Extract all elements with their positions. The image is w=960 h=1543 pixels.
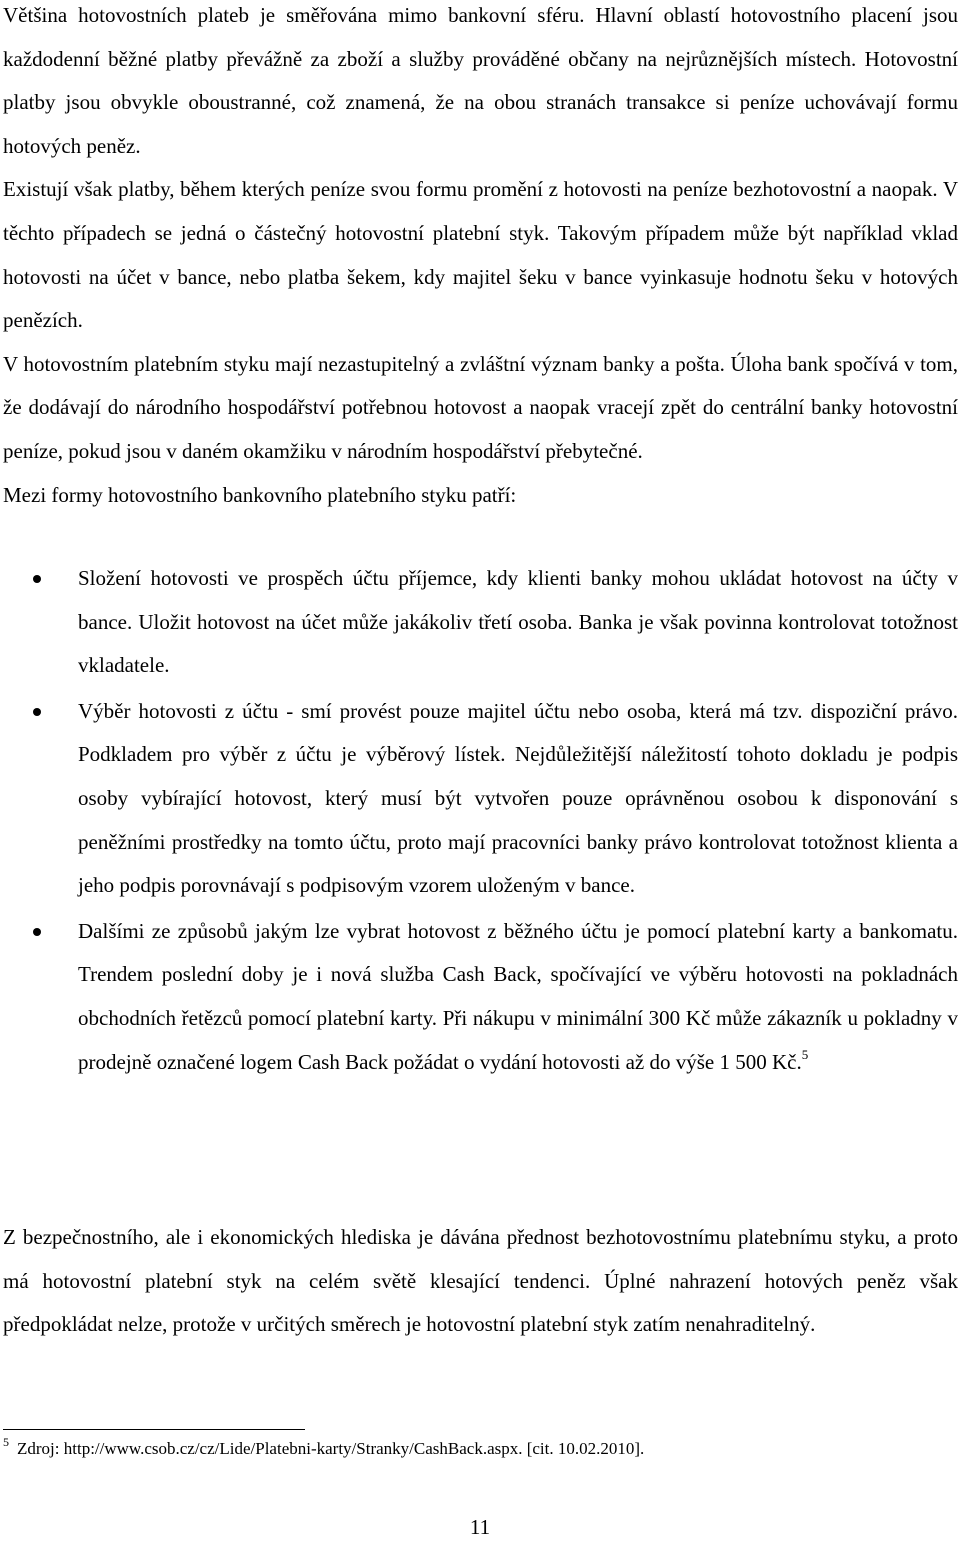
paragraph-closing: Z bezpečnostního, ale i ekonomických hlediska je dávána přednost bezhotovostnímu platebnímu styku, a proto má hotovostní platební styk na celém světě klesající tendenci. Úplné nahrazení hotových peněz však předpokládat nelze, protože v určitých směrech je hotovostní platební styk zatím nenahraditelný. <box>3 1225 958 1337</box>
list-item-text: Složení hotovosti ve prospěch účtu příjemce, kdy klienti banky mohou ukládat hotovost na účty v bance. Uložit hotovost na účet může jakákoliv třetí osoba. Banka je však povinna kontrolovat totožnost vkladatele. <box>78 566 958 678</box>
footnote-text: Zdroj: http://www.csob.cz/cz/Lide/Platebni-karty/Stranky/CashBack.aspx. [cit. 10.02.2010]. <box>17 1439 645 1458</box>
bullet-icon <box>33 575 41 583</box>
list-item-text: Výběr hotovosti z účtu - smí provést pouze majitel účtu nebo osoba, která má tzv. dispoziční právo. Podkladem pro výběr z účtu je výběrový lístek. Nejdůležitější náležitostí tohoto dokladu je podpis osoby vybírající hotovost, který musí být vytvořen pouze oprávněnou osobou k disponování s peněžními prostředky na tomto účtu, proto mají pracovníci banky právo kontrolovat totožnost klienta a jeho podpis porovnávají s podpisovým vzorem uloženým v bance. <box>78 698 958 898</box>
list-item <box>0 910 958 1084</box>
list-item <box>0 557 958 688</box>
bullet-icon <box>33 928 41 936</box>
closing-text <box>3 1216 958 1347</box>
footnote <box>3 1435 645 1460</box>
bullet-icon <box>33 708 41 716</box>
list-item-text: Dalšími ze způsobů jakým lze vybrat hotovost z běžného účtu je pomocí platební karty a bankomatu. Trendem poslední doby je i nová služba Cash Back, spočívající ve výběru hotovosti na pokladnách obchodních řetězců pomocí platební karty. Při nákupu v minimální 300 Kč může zákazník u pokladny v prodejně označené logem Cash Back požádat o vydání hotovosti až do výše 1 500 Kč. <box>78 918 958 1074</box>
page-number: 11 <box>469 1515 491 1539</box>
footnote-number: 5 <box>3 1435 9 1449</box>
bullet-list <box>0 557 958 1086</box>
intro-text <box>3 0 958 517</box>
footnote-divider <box>3 1429 305 1430</box>
paragraph-forms-intro: Mezi formy hotovostního bankovního platebního styku patří: <box>3 482 517 507</box>
footnote-reference: 5 <box>801 1046 809 1062</box>
paragraph-banks-post: V hotovostním platebním styku mají nezastupitelný a zvláštní význam banky a pošta. Úloha bank spočívá v tom, že dodávají do národního hospodářství potřebnou hotovost a naopak vracejí zpět do centrální banky hotovostní peníze, pokud jsou v daném okamžiku v národním hospodářství přebytečné. <box>3 351 958 463</box>
list-item <box>0 690 958 908</box>
paragraph-cash-payments: Většina hotovostních plateb je směřována mimo bankovní sféru. Hlavní oblastí hotovostního placení jsou každodenní běžné platby převážně za zboží a služby prováděné občany na nejrůznějších místech. Hotovostní platby jsou obvykle oboustranné, což znamená, že na obou stranách transakce si peníze uchovávají formu hotových peněz. <box>3 3 958 158</box>
paragraph-partial-cash: Existují však platby, během kterých peníze svou formu promění z hotovosti na peníze bezhotovostní a naopak. V těchto případech se jedná o částečný hotovostní platební styk. Takovým případem může být například vklad hotovosti na účet v bance, nebo platba šekem, kdy majitel šeku v bance vyinkasuje hodnotu šeku v hotových penězích. <box>3 177 958 333</box>
